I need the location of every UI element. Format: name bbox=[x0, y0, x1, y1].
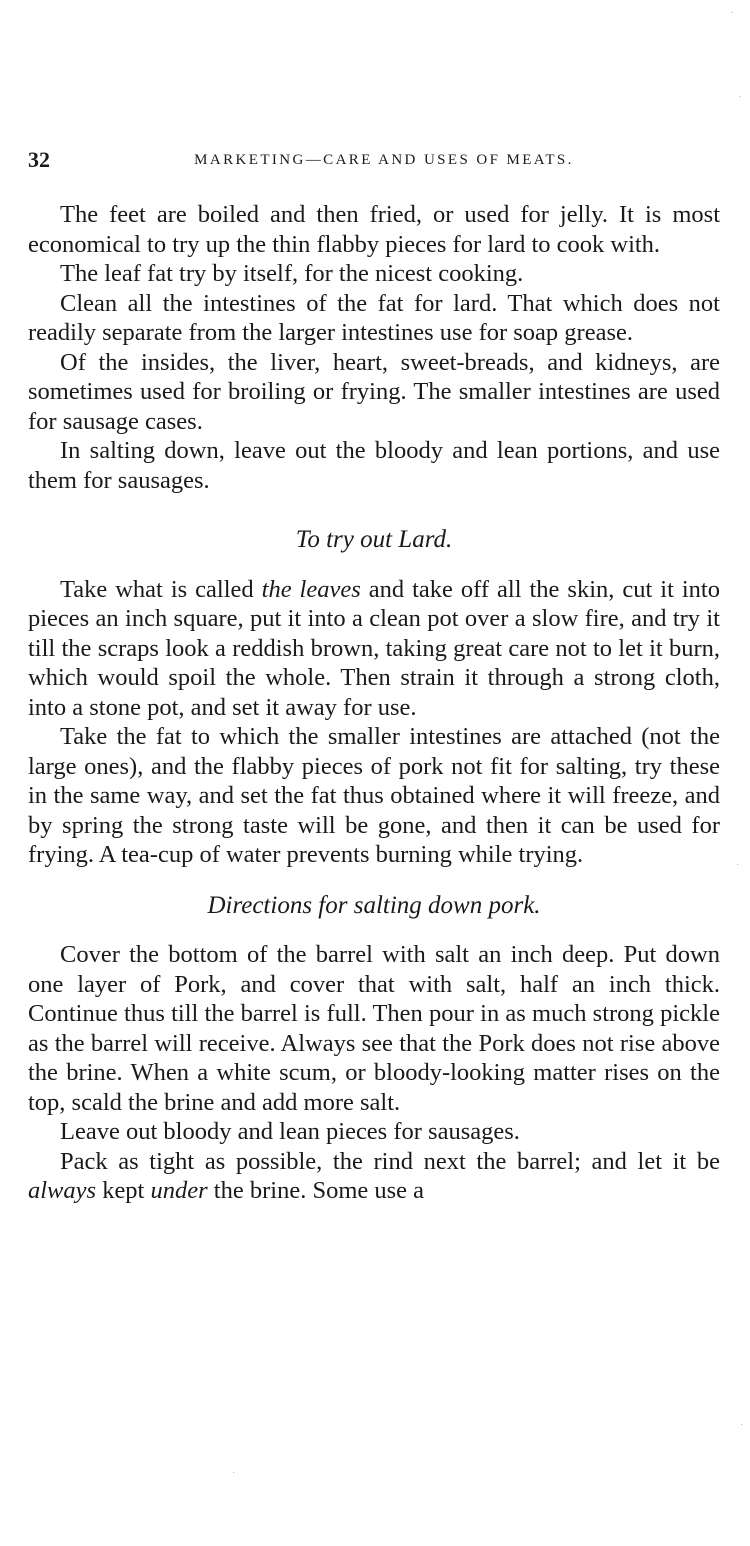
text-run: Pack as tight as possible, the rind next the barrel; and let it be bbox=[60, 1147, 720, 1175]
paper-speck: · bbox=[736, 860, 740, 871]
paragraph-pork-pack bbox=[28, 1147, 720, 1206]
paper-speck: · bbox=[740, 1420, 744, 1431]
paper-speck: · bbox=[730, 8, 734, 19]
paragraph-lard-leaves bbox=[28, 575, 720, 723]
paragraph-pork-sausages: Leave out bloody and lean pieces for sausages. bbox=[60, 1118, 520, 1145]
paragraph-lard-fat: Take the fat to which the smaller intestines are attached (not the large ones), and the flabby pieces of pork not fit for salting, try these in the same way, and set the fat thus obtained where it will freeze, and by spring the strong taste will be gone, and then it can be used for frying. A tea-cup of water prevents burning while trying. bbox=[28, 723, 720, 868]
paragraph-intestines: Clean all the intestines of the fat for lard. That which does not readily separate from the larger intestines use for soap grease. bbox=[28, 289, 720, 346]
text-run: and take off all the skin, cut it into pieces an inch square, put it into a clean pot over a slow fire, and try it till the scraps look a reddish brown, taking great care not to let it burn, which would spoil the whole. Then strain it through a strong cloth, into a stone pot, and set it away for use. bbox=[28, 575, 720, 721]
paragraph-leaf-fat: The leaf fat try by itself, for the nicest cooking. bbox=[60, 260, 524, 287]
paragraph-salting-down: In salting down, leave out the bloody and lean portions, and use them for sausages. bbox=[28, 437, 720, 494]
text-run: kept bbox=[96, 1177, 151, 1204]
paper-speck: · bbox=[738, 92, 742, 103]
italic-term: always bbox=[28, 1177, 97, 1204]
text-run: the brine. Some use a bbox=[207, 1177, 425, 1204]
text-run: Take what is called bbox=[60, 575, 262, 603]
running-title: MARKETING—CARE AND USES OF MEATS. bbox=[194, 152, 574, 168]
paragraph-insides: Of the insides, the liver, heart, sweet-breads, and kidneys, are sometimes used for broiling or frying. The smaller intestines are used for sausage cases. bbox=[28, 348, 720, 435]
page-number: 32 bbox=[28, 147, 50, 172]
paragraph-feet: The feet are boiled and then fried, or used for jelly. It is most economical to try up the thin flabby pieces for lard to cook with. bbox=[28, 201, 720, 258]
italic-term: the leaves bbox=[261, 575, 361, 603]
paragraph-pork-barrel: Cover the bottom of the barrel with salt an inch deep. Put down one layer of Pork, and cover that with salt, half an inch thick. Continue thus till the barrel is full. Then pour in as much strong pickle as the barrel will receive. Always see that the Pork does not rise above the brine. When a white scum, or bloody-looking matter rises on the top, scald the brine and add more salt. bbox=[28, 941, 720, 1116]
italic-term: under bbox=[150, 1177, 208, 1204]
running-head bbox=[28, 146, 720, 174]
section-heading-pork: Directions for salting down pork. bbox=[207, 891, 541, 919]
paper-speck: · bbox=[232, 1468, 236, 1479]
body-text bbox=[28, 200, 720, 1206]
section-heading-lard: To try out Lard. bbox=[295, 526, 453, 553]
